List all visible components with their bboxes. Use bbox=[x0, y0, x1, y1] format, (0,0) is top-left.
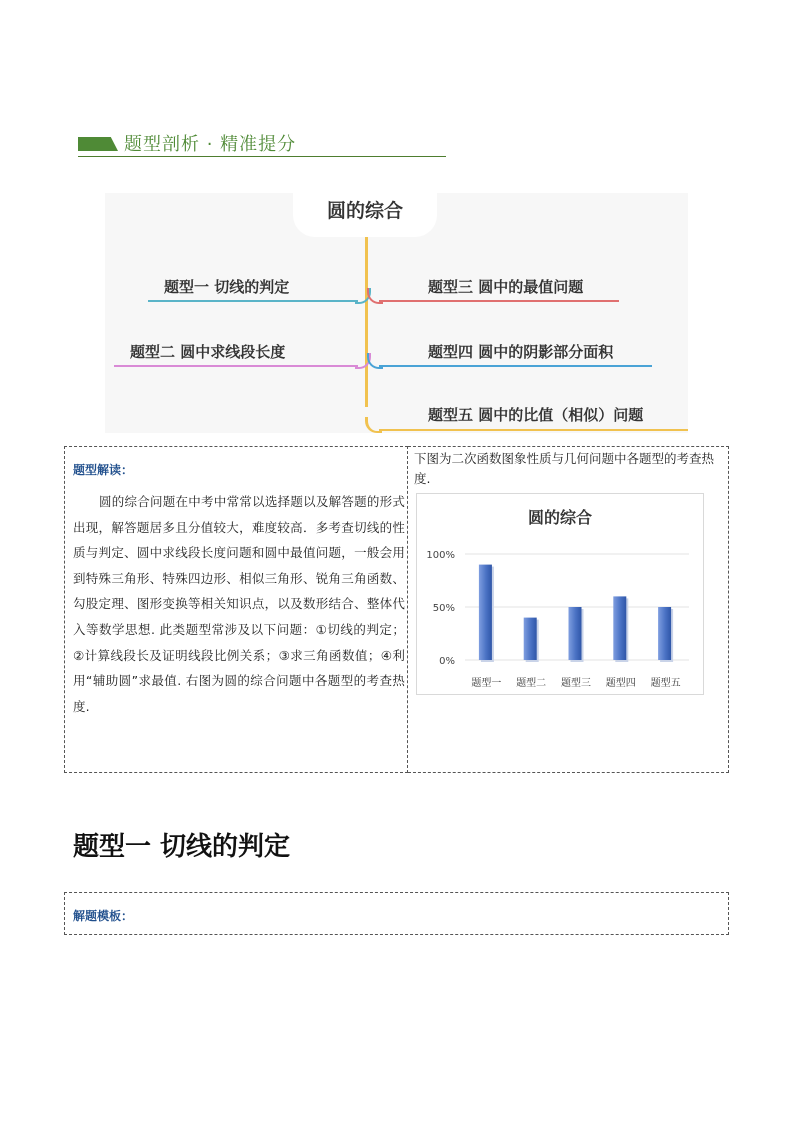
mindmap-center-node: 圆的综合 bbox=[293, 193, 437, 237]
section-header bbox=[78, 128, 446, 157]
chart-frame bbox=[416, 493, 704, 695]
mindmap-branch-4-curve bbox=[367, 353, 383, 369]
interpretation-body: 圆的综合问题在中考中常常以选择题以及解答题的形式出现，解答题居多且分值较大，难度较高．多考查切线的性质与判定、圆中求线段长度问题和圆中最值问题，一般会用到特殊三角形、特殊四边形、相似三角形、锐角三角函数、勾股定理、图形变换等相关知识点，以及数形结合、整体代入等数学思想. 此类题型常涉及以下问题：①切线的判定；②计算线段长及证明线段比例关系；③求三角函数值；④利用“辅助圆”求最值. 右图为圆的综合问题中各题型的考查热度. bbox=[73, 494, 405, 714]
mindmap-branch-1-label: 题型一 切线的判定 bbox=[164, 278, 290, 296]
chart-bar bbox=[658, 607, 671, 660]
mindmap-branch-3-line bbox=[379, 300, 619, 302]
chart-y-tick-label: 100% bbox=[426, 550, 455, 561]
chart-bar bbox=[524, 618, 537, 660]
template-box bbox=[64, 892, 729, 935]
interpretation-box bbox=[64, 446, 408, 773]
template-title: 解题模板： bbox=[73, 909, 134, 923]
chart-x-tick-label: 题型四 bbox=[605, 678, 636, 689]
mindmap-trunk bbox=[365, 237, 368, 407]
mindmap-branch-1-line bbox=[148, 300, 358, 302]
chart-x-tick-label: 题型一 bbox=[471, 678, 502, 689]
chart-x-tick-label: 题型二 bbox=[516, 678, 547, 689]
mindmap-branch-5-curve bbox=[365, 417, 382, 433]
section-title: 题型剖析 · 精准提分 bbox=[124, 134, 297, 155]
mindmap-branch-4-label: 题型四 圆中的阴影部分面积 bbox=[428, 343, 614, 361]
chart-bar bbox=[569, 607, 582, 660]
type-heading: 题型一 切线的判定 bbox=[73, 832, 291, 862]
section-marker bbox=[78, 137, 118, 151]
chart-x-tick-label: 题型五 bbox=[650, 678, 681, 689]
chart-y-tick-label: 50% bbox=[432, 603, 455, 614]
chart-title: 圆的综合 bbox=[527, 508, 593, 527]
mindmap-branch-5-line bbox=[379, 429, 688, 431]
mindmap-branch-2-line bbox=[114, 365, 358, 367]
mindmap-branch-3-label: 题型三 圆中的最值问题 bbox=[428, 278, 584, 296]
interpretation-title: 题型解读： bbox=[73, 463, 134, 477]
mindmap-diagram bbox=[105, 193, 688, 433]
mindmap-branch-4-line bbox=[379, 365, 652, 367]
chart-caption: 下图为二次函数图象性质与几何问题中各题型的考查热度. bbox=[414, 451, 715, 486]
chart-bar bbox=[479, 565, 492, 660]
mindmap-branch-5-label: 题型五 圆中的比值（相似）问题 bbox=[428, 406, 644, 424]
bar-chart bbox=[417, 494, 703, 694]
mindmap-branch-3-curve bbox=[367, 288, 383, 304]
chart-y-tick-label: 0% bbox=[439, 656, 455, 667]
mindmap-branch-2-label: 题型二 圆中求线段长度 bbox=[130, 343, 286, 361]
chart-bar bbox=[613, 596, 626, 660]
chart-x-tick-label: 题型三 bbox=[561, 678, 591, 689]
chart-box bbox=[408, 446, 729, 773]
